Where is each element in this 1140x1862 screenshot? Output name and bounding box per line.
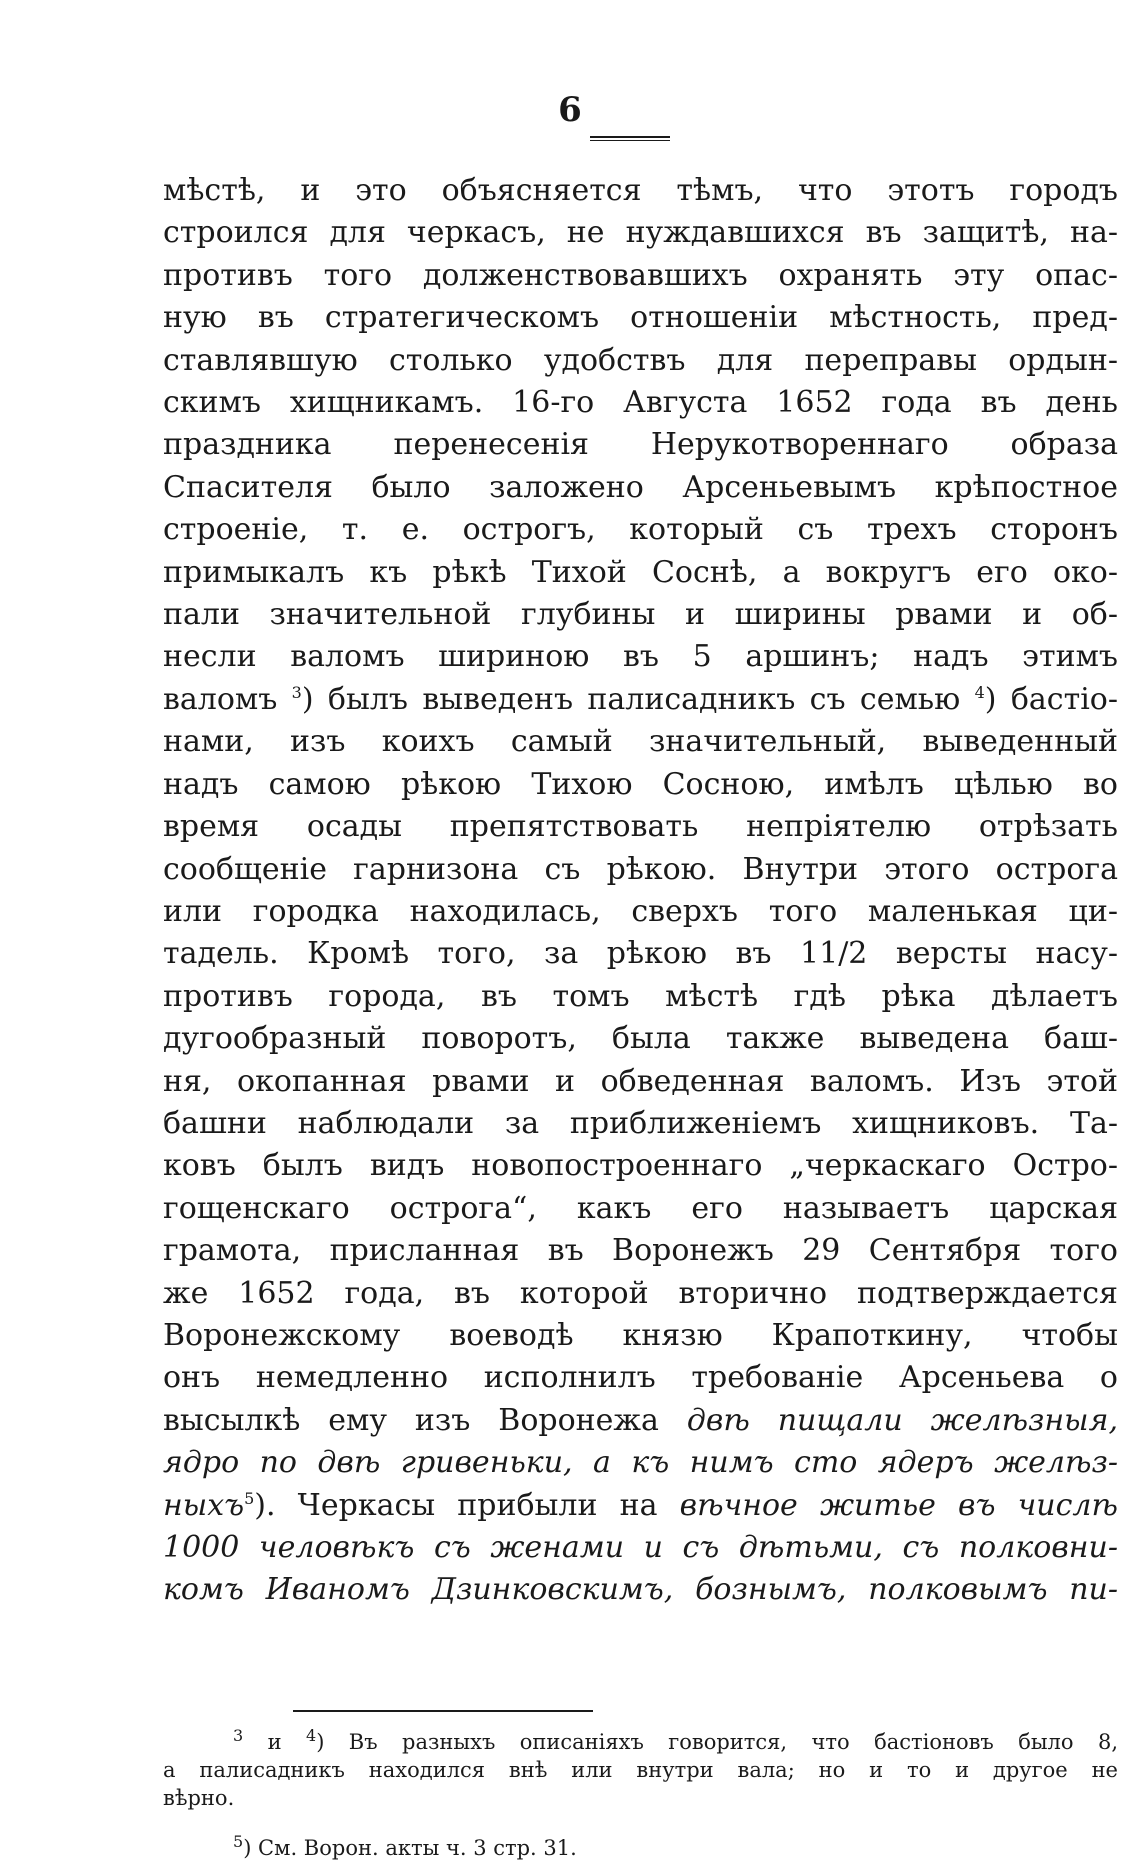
text-line: несли валомъ шириною въ 5 аршинъ; надъ этимъ — [163, 639, 1118, 675]
text-line: сообщенiе гарнизона съ рѣкою. Внутри этого острога — [163, 851, 1118, 887]
text-line: ную въ стратегическомъ отношенiи мѣстность, пред- — [163, 300, 1118, 336]
text-line-quote: ныхъ$^5$). Черкасы прибыли на вѣчное житье въ числѣ — [163, 1487, 1119, 1523]
text-line-fraction: тадель. Кромѣ того, за рѣкою въ 11/2 версты насу- — [163, 936, 1118, 972]
text-line: ставлявшую столько удобствъ для переправы ордын- — [163, 342, 1118, 378]
footnote-ref-5: 5 — [244, 1488, 255, 1508]
text-line-quote: ядро по двѣ гривеньки, а къ нимъ сто ядеръ желѣз- — [163, 1445, 1118, 1481]
text-line: противъ города, въ томъ мѣстѣ гдѣ рѣка дѣлаетъ — [163, 978, 1118, 1014]
text-line: время осады препятствовать непрiятелю отрѣзать — [163, 809, 1118, 845]
text-line: грамота, присланная въ Воронежъ 29 Сентября того — [163, 1233, 1118, 1269]
fraction: 1/2 — [819, 936, 868, 972]
text-line: надъ самою рѣкою Тихою Сосною, имѣлъ цѣлью во — [163, 766, 1118, 802]
footnote-3-4-line-3: вѣрно. — [163, 1786, 235, 1810]
quote-italic: двѣ пищали желѣзныя, — [686, 1402, 1118, 1438]
footnote-ref-3: 3 — [291, 682, 302, 702]
footnote-ref-4: 4 — [974, 682, 985, 702]
text-line: праздника перенесенiя Нерукотвореннаго образа — [163, 427, 1118, 463]
text-line: башни наблюдали за приближенiемъ хищниковъ. Та- — [163, 1105, 1118, 1141]
text-line: нами, изъ коихъ самый значительный, выведенный — [163, 724, 1118, 760]
footnote-3-4-line-2: а палисадникъ находился внѣ или внутри вала; но и то и другое не — [163, 1758, 1118, 1782]
text-line: мѣстѣ, и это объясняется тѣмъ, что этотъ городъ — [163, 173, 1118, 208]
text-line: дугообразный поворотъ, была также выведена баш- — [163, 1021, 1118, 1057]
text-line-quote: высылкѣ ему изъ Воронежа двѣ пищали желѣзныя, — [163, 1402, 1118, 1438]
quote-italic: вѣчное житье въ числѣ — [679, 1487, 1119, 1523]
text-line-quote: 1000 человѣкъ съ женами и съ дѣтьми, съ полковни- — [163, 1530, 1118, 1565]
text-line-footnote-refs: валомъ $^3$) былъ выведенъ палисадникъ съ семью $^4$) бастiо- — [163, 681, 1118, 717]
text-line: Воронежскому воеводѣ князю Крапоткину, чтобы — [163, 1317, 1118, 1353]
text-line: гощенскаго острога“, какъ его называетъ царская — [163, 1190, 1118, 1226]
text-line: строенiе, т. е. острогъ, который съ трехъ сторонъ — [163, 512, 1118, 548]
footnote-3-4: $^3$ и $^4$) Въ разныхъ описанiяхъ говорится, что бастiоновъ было 8, — [233, 1726, 1118, 1754]
text-line: ня, окопанная рвами и обведенная валомъ. Изъ этой — [163, 1063, 1118, 1099]
text-line: или городка находилась, сверхъ того маленькая ци- — [163, 893, 1118, 929]
text-line: онъ немедленно исполнилъ требованiе Арсеньева о — [163, 1360, 1118, 1396]
text-line: противъ того долженствовавшихъ охранять эту опас- — [163, 257, 1118, 293]
footnotes — [163, 1728, 1118, 1862]
text-line: ковъ былъ видъ новопостроеннаго „черкаскаго Остро- — [163, 1148, 1118, 1184]
footnote-5: $^5$) См. Ворон. акты ч. 3 стр. 31. — [233, 1832, 577, 1860]
page-number: 6 — [558, 90, 582, 130]
text-line: пали значительной глубины и ширины рвами и об- — [163, 597, 1118, 633]
text-line: строился для черкасъ, не нуждавшихся въ защитѣ, на- — [163, 215, 1118, 251]
text-line: Спасителя было заложено Арсеньевымъ крѣпостное — [163, 469, 1118, 505]
text-line: скимъ хищникамъ. 16-го Августа 1652 года въ день — [163, 385, 1118, 421]
body-text — [163, 170, 1118, 1612]
text-line: примыкалъ къ рѣкѣ Тихой Соснѣ, а вокругъ его око- — [163, 554, 1118, 590]
page-number-underline — [590, 136, 670, 141]
footnote-separator — [293, 1710, 593, 1712]
text-line: же 1652 года, въ которой вторично подтверждается — [163, 1275, 1118, 1311]
text-line-quote: комъ Иваномъ Дзинковскимъ, бознымъ, полковымъ пи- — [163, 1572, 1118, 1608]
